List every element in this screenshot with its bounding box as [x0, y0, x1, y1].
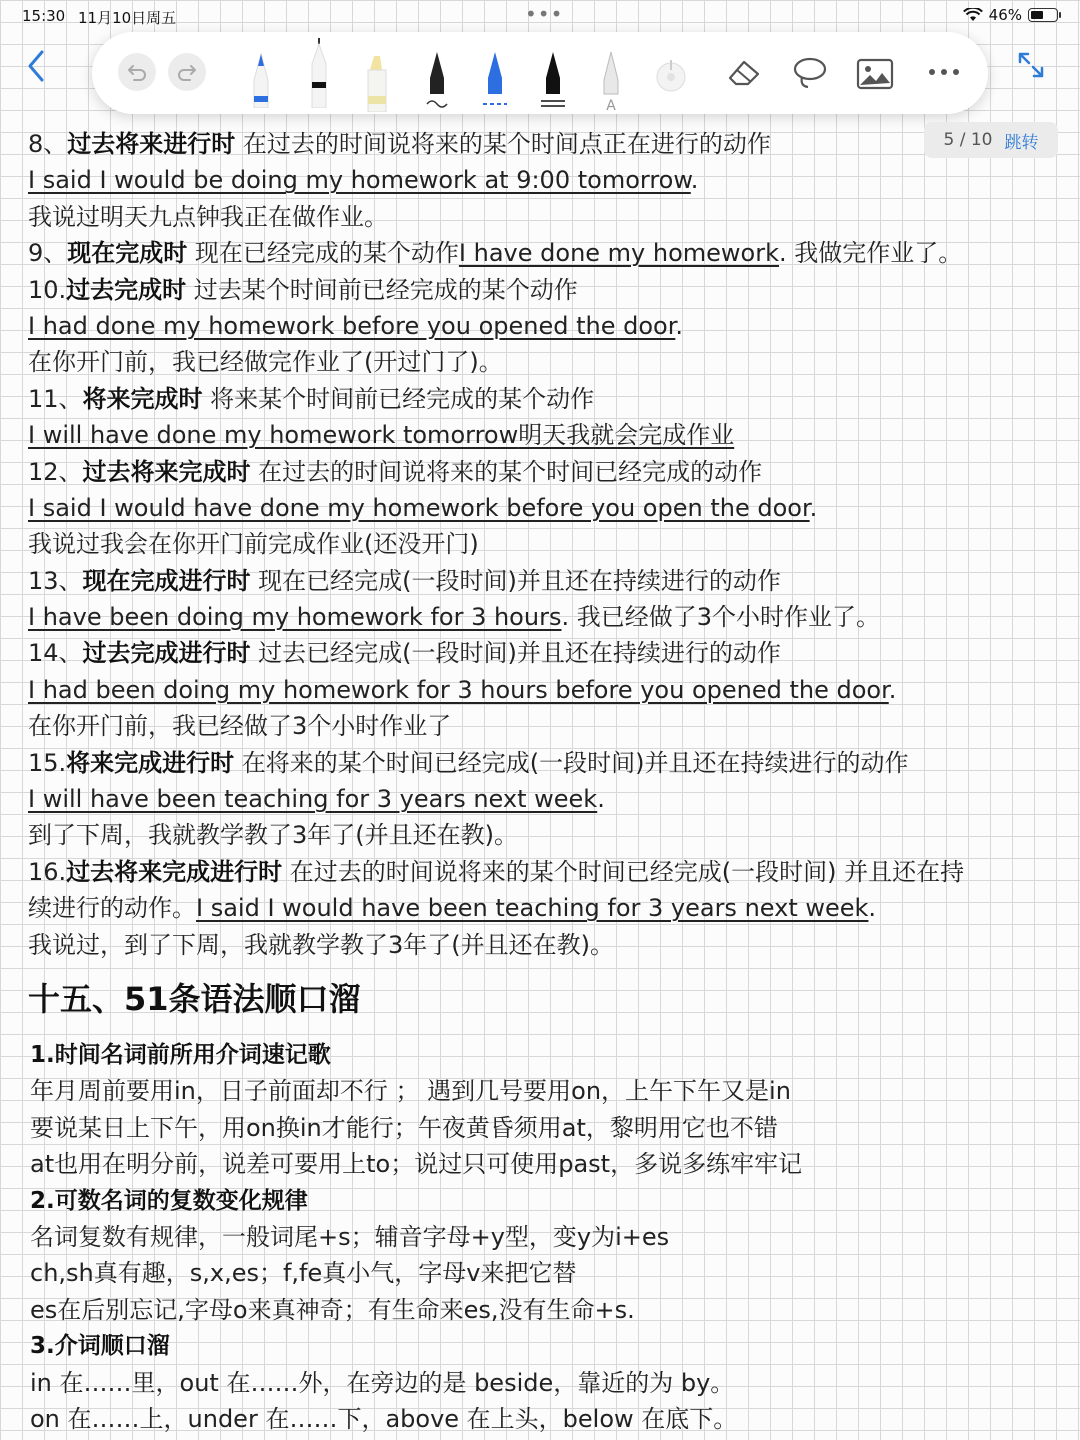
image-icon[interactable]	[856, 58, 894, 90]
example-line: I will have been teaching for 3 years next week.	[28, 785, 605, 814]
pen-wavy-icon[interactable]	[422, 50, 452, 110]
mnemonic-line: 名词复数有规律，一般词尾+s；辅音字母+y型，变y为i+es	[30, 1222, 670, 1251]
mnemonic-line: on 在……上，under 在……下，above 在上头，below 在底下。	[30, 1404, 738, 1433]
example-line: I said I would be doing my homework at 9:00 tomorrow.	[28, 166, 699, 195]
pen-black-icon[interactable]	[304, 36, 334, 108]
mnemonic-notes	[30, 1037, 1040, 1437]
pencil-icon[interactable]	[596, 50, 626, 112]
subsection-heading: 1.时间名词前所用介词速记歌	[30, 1042, 331, 1068]
example-line: I had done my homework before you opened the door.	[28, 311, 684, 340]
back-chevron-icon[interactable]	[22, 48, 52, 84]
translation-line: 我说过，到了下周，我就教学教了3年了(并且还在教)。	[28, 930, 614, 959]
more-icon[interactable]	[926, 64, 962, 80]
jump-button[interactable]: 跳转	[1004, 132, 1039, 153]
drawing-toolbar	[92, 32, 988, 114]
eraser-icon[interactable]	[724, 54, 764, 90]
example-line: I have been doing my homework for 3 hours. 我已经做了3个小时作业了。	[28, 603, 880, 632]
status-time: 15:30	[22, 7, 66, 25]
translation-line: 到了下周，我就教学教了3年了(并且还在教)。	[28, 821, 518, 850]
mnemonic-line: in 在……里，out 在……外，在旁边的是 beside，靠近的为 by。	[30, 1368, 735, 1397]
translation-line: 我说过我会在你开门前完成作业(还没开门)	[28, 530, 479, 559]
laser-pointer-icon[interactable]	[652, 58, 690, 96]
tense-line: 9、现在完成时 现在已经完成的某个动作I have done my homework. 我做完作业了。	[28, 239, 963, 268]
status-right	[963, 6, 1058, 24]
tense-line: 11、将来完成时 将来某个时间前已经完成的某个动作	[28, 384, 595, 413]
tense-line: 14、过去完成进行时 过去已经完成(一段时间)并且还在持续进行的动作	[28, 639, 781, 668]
multitasking-dots-icon[interactable]: •••	[525, 2, 564, 26]
mnemonic-line: at也用在明分前，说差可要用上to；说过只可使用past，多说多练牢牢记	[30, 1150, 803, 1179]
section-title: 十五、51条语法顺口溜	[28, 979, 361, 1018]
mnemonic-line: 要说某日上下午，用on换in才能行；午夜黄昏须用at，黎明用它也不错	[30, 1113, 778, 1142]
battery-icon	[1028, 8, 1058, 22]
subsection-heading: 3.介词顺口溜	[30, 1333, 170, 1360]
page-number: 5 / 10	[943, 130, 993, 150]
tense-notes	[28, 126, 1038, 1022]
translation-line: 我说过明天九点钟我正在做作业。	[28, 202, 388, 231]
mnemonic-line: es在后别忘记,字母o来真神奇；有生命来es,没有生命+s.	[30, 1295, 635, 1324]
example-line: I had been doing my homework for 3 hours before you opened the door.	[28, 675, 897, 704]
expand-icon[interactable]	[1016, 50, 1046, 80]
pen-blue-icon[interactable]	[246, 46, 276, 108]
example-line: I will have done my homework tomorrow明天我就会完成作业	[28, 421, 735, 450]
mnemonic-line: ch,sh真有趣，s,x,es；f,fe真小气，字母v来把它替	[30, 1259, 577, 1288]
highlighter-icon[interactable]	[362, 50, 392, 112]
tense-line: 10.过去完成时 过去某个时间前已经完成的某个动作	[28, 275, 578, 304]
undo-icon[interactable]	[118, 53, 156, 91]
pen-dashed-icon[interactable]	[480, 50, 510, 110]
battery-percent: 46%	[988, 6, 1022, 24]
svg-text:A: A	[606, 98, 616, 112]
tense-line: 8、过去将来进行时 在过去的时间说将来的某个时间点正在进行的动作	[28, 130, 771, 158]
pen-double-icon[interactable]	[538, 50, 568, 110]
tense-line: 12、过去将来完成时 在过去的时间说将来的某个时间已经完成的动作	[28, 457, 763, 486]
redo-icon[interactable]	[168, 53, 206, 91]
subsection-heading: 2.可数名词的复数变化规律	[30, 1187, 308, 1214]
tense-line: 15.将来完成进行时 在将来的某个时间已经完成(一段时间)并且还在持续进行的动作	[28, 748, 909, 777]
translation-line: 在你开门前，我已经做完作业了(开过门了)。	[28, 348, 503, 377]
status-bar	[0, 0, 1080, 32]
example-line: I said I would have done my homework before you open the door.	[28, 493, 818, 522]
example-line: 续进行的动作。I said I would have been teaching for 3 years next week.	[28, 894, 877, 923]
translation-line: 在你开门前，我已经做了3个小时作业了	[28, 712, 452, 741]
mnemonic-line: 年月周前要用in，日子前面却不行 ； 遇到几号要用on，上午下午又是in	[30, 1077, 791, 1106]
tense-line: 13、现在完成进行时 现在已经完成(一段时间)并且还在持续进行的动作	[28, 566, 781, 595]
lasso-icon[interactable]	[790, 54, 830, 92]
tense-line: 16.过去将来完成进行时 在过去的时间说将来的某个时间已经完成(一段时间) 并且还在持	[28, 857, 965, 886]
wifi-icon	[963, 8, 983, 22]
status-date: 11月10日周五	[78, 9, 177, 27]
